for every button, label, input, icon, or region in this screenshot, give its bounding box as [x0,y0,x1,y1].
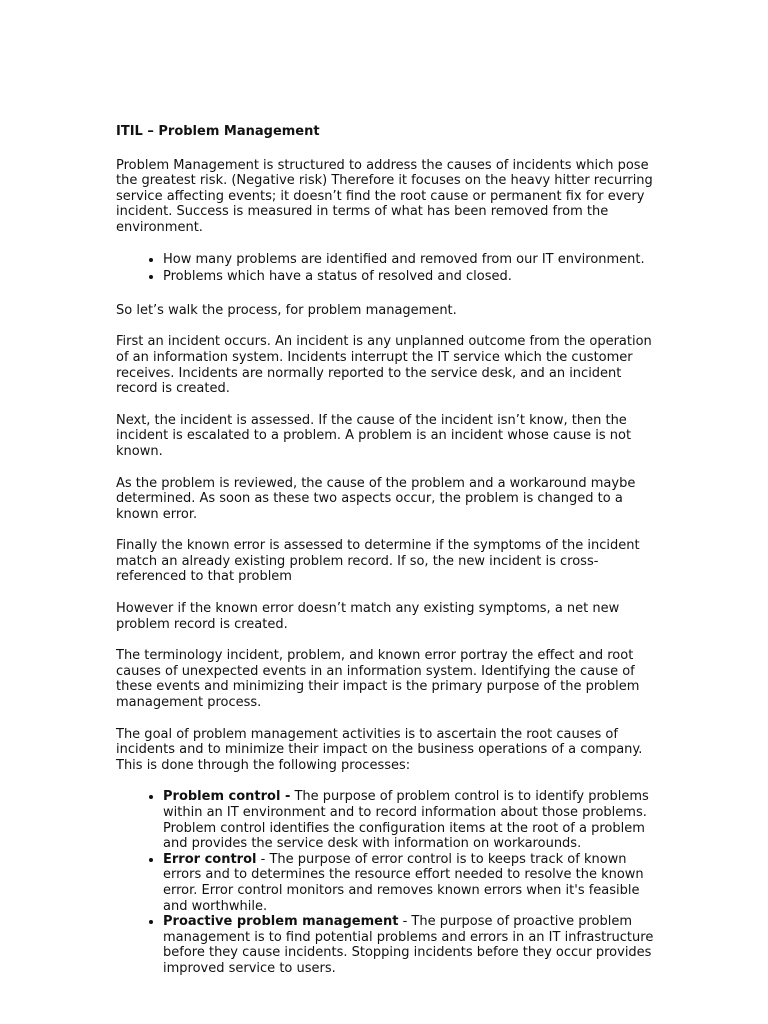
paragraph-terminology: The terminology incident, problem, and known error portray the effect and root causes of unexpected events in an information system. Identifying the cause of these events and minimizing their impact is the primary purpose of the problem management process. [116,648,640,711]
list-item: • How many problems are identified and removed from our IT environment. [163,252,656,268]
list-item: • Problems which have a status of resolved and closed. [163,269,656,285]
process-name: Proactive problem management [163,914,399,930]
paragraph-incident-occurs: First an incident occurs. An incident is any unplanned outcome from the operation of an information system. Incidents interrupt the IT service which the customer receives. Incidents are normally reported to the service desk, and an incident record is created. [116,334,652,397]
process-description: - The purpose of error control is to keeps track of known errors and to determines the resource effort needed to resolve the known error. Error control monitors and removes known errors when it's feasible and worthwhile. [163,851,644,914]
intro-paragraph: Problem Management is structured to address the causes of incidents which pose the greatest risk. (Negative risk) Therefore it focuses on the heavy hitter recurring service affecting events; it doesn’t find the root cause or permanent fix for every incident. Success is measured in terms of what has been removed from the environment. [116,157,653,235]
paragraph-known-error-assessed: Finally the known error is assessed to determine if the symptoms of the incident match an already existing problem record. If so, the new incident is cross-referenced to that problem [116,538,640,585]
success-measures-list [116,252,656,285]
process-name: Problem control - [163,789,291,805]
paragraph-walkthrough: So let’s walk the process, for problem management. [116,302,457,318]
process-item-proactive-problem-management [163,914,656,976]
paragraph-incident-assessed: Next, the incident is assessed. If the cause of the incident isn’t know, then the incident is escalated to a problem. A problem is an incident whose cause is not known. [116,412,632,459]
process-name: Error control [163,851,257,867]
process-item-problem-control [163,789,656,851]
document-page [116,124,656,993]
processes-list [116,789,656,976]
process-description: The purpose of problem control is to identify problems within an IT environment and to record information about those problems. Problem control identifies the configuration items at the root of a problem and provides the service desk with information on workarounds. [163,789,649,852]
process-description: - The purpose of proactive problem management is to find potential problems and errors in an IT infrastructure before they cause incidents. Stopping incidents before they occur provides improved service to users. [163,914,654,976]
paragraph-new-problem-record: However if the known error doesn’t match any existing symptoms, a net new problem record is created. [116,601,620,632]
paragraph-goal: The goal of problem management activities is to ascertain the root causes of incidents and to minimize their impact on the business operations of a company. This is done through the following processes: [116,726,643,773]
paragraph-problem-reviewed: As the problem is reviewed, the cause of the problem and a workaround maybe determined. As soon as these two aspects occur, the problem is changed to a known error. [116,475,636,522]
document-title: ITIL – Problem Management [116,124,320,139]
process-item-error-control [163,852,656,914]
